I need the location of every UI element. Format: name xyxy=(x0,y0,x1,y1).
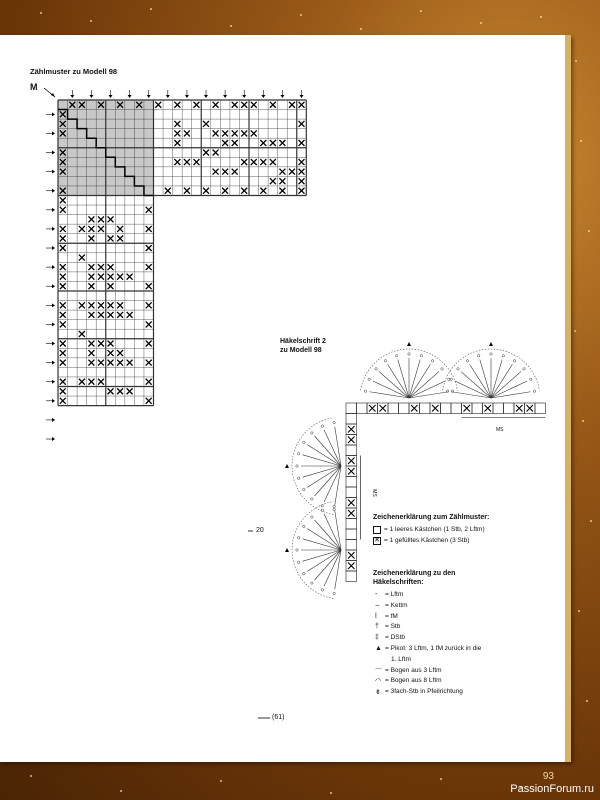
fan-loop xyxy=(457,368,459,370)
fan-loop xyxy=(303,525,305,527)
chart-x-mark xyxy=(79,331,85,337)
fan-loop xyxy=(466,360,468,362)
chart-x-mark xyxy=(98,226,104,232)
crochet-strip-cell xyxy=(346,477,357,488)
chart-x-mark xyxy=(79,379,85,385)
chart-x-mark xyxy=(174,159,180,165)
crochet-strip-cell xyxy=(346,403,357,414)
crochet-x-mark xyxy=(380,405,387,412)
fan-loop xyxy=(296,549,298,551)
fan-loop xyxy=(490,353,492,355)
fan-stitch-line xyxy=(303,466,341,477)
fan-loop xyxy=(384,360,386,362)
chart-x-mark xyxy=(146,360,152,366)
crochet-x-mark xyxy=(348,458,355,465)
crochet-strip-cell xyxy=(357,403,368,414)
chart-x-mark xyxy=(117,360,123,366)
chart-x-mark xyxy=(60,264,66,270)
crochet-x-mark xyxy=(348,437,355,444)
crochet-strip-cell xyxy=(346,540,357,551)
chart-x-mark xyxy=(88,283,94,289)
fan-loop xyxy=(333,505,335,507)
chart-x-mark xyxy=(108,274,114,280)
chart-x-mark xyxy=(232,169,238,175)
chart-x-mark xyxy=(108,341,114,347)
fan-loop xyxy=(321,425,323,427)
chart-x-mark xyxy=(98,341,104,347)
chart-x-mark xyxy=(299,178,305,184)
fan-loop xyxy=(298,561,300,563)
crochet-x-mark xyxy=(348,563,355,570)
chart-x-mark xyxy=(146,379,152,385)
chart-x-mark xyxy=(98,312,104,318)
picot-mark xyxy=(407,342,411,346)
fan-loop xyxy=(321,509,323,511)
corner-arrow-head xyxy=(51,93,55,97)
chart-x-mark xyxy=(174,130,180,136)
chart-x-mark xyxy=(251,159,257,165)
row-arrow-head xyxy=(52,418,55,422)
chart-x-mark xyxy=(60,360,66,366)
column-arrow-head xyxy=(89,95,93,98)
site-name: PassionForum.ru xyxy=(510,783,594,795)
chart-x-mark xyxy=(232,140,238,146)
fan-loop xyxy=(530,378,532,380)
chart-x-mark xyxy=(203,150,209,156)
chart-x-mark xyxy=(299,188,305,194)
chart-x-mark xyxy=(270,159,276,165)
legend-item-text: = DStb xyxy=(385,634,406,642)
chart-x-mark xyxy=(299,169,305,175)
chart-x-mark xyxy=(232,102,238,108)
fan-loop xyxy=(513,360,515,362)
fan-stitch-line xyxy=(303,550,341,561)
chart-x-mark xyxy=(88,302,94,308)
chart-x-mark xyxy=(79,226,85,232)
chart-x-mark xyxy=(88,341,94,347)
chart-x-mark xyxy=(203,188,209,194)
fan-loop xyxy=(333,421,335,423)
fan-stitch-line xyxy=(491,360,502,398)
crochet-strip-cell xyxy=(420,403,431,414)
chart-x-mark xyxy=(146,398,152,404)
chart-x-mark xyxy=(299,159,305,165)
crochet-x-mark xyxy=(411,405,418,412)
chart-x-mark xyxy=(88,360,94,366)
chart-x-mark xyxy=(146,245,152,251)
row-arrow-head xyxy=(52,112,55,116)
chart-x-mark xyxy=(108,312,114,318)
fan-loop xyxy=(303,488,305,490)
crochet-x-mark xyxy=(348,552,355,559)
legend-crochet-title-1: Zeichenerklärung zu den xyxy=(373,570,456,577)
legend-item-text: = fM xyxy=(385,612,398,620)
chart-x-mark xyxy=(117,274,123,280)
chart-x-mark xyxy=(117,236,123,242)
chart-x-mark xyxy=(155,102,161,108)
chart-x-mark xyxy=(184,159,190,165)
fan-loop xyxy=(441,368,443,370)
row-arrow-head xyxy=(52,131,55,135)
crochet-strip-cell xyxy=(441,403,452,414)
chart-x-mark xyxy=(117,312,123,318)
chart-x-mark xyxy=(60,283,66,289)
crochet-x-mark xyxy=(348,426,355,433)
chart-x-mark xyxy=(88,350,94,356)
row-arrow-head xyxy=(52,380,55,384)
chart-x-mark xyxy=(60,398,66,404)
column-arrow-head xyxy=(204,95,208,98)
column-arrow-head xyxy=(109,95,113,98)
row-arrow-head xyxy=(52,361,55,365)
chart-x-mark xyxy=(88,274,94,280)
crochet-strip-cell xyxy=(346,414,357,425)
fan-loop xyxy=(502,355,504,357)
fan-loop xyxy=(375,368,377,370)
chart-x-mark xyxy=(270,102,276,108)
chart-x-mark xyxy=(60,379,66,385)
chart-x-mark xyxy=(98,379,104,385)
legend-symbol: ‡ xyxy=(375,634,379,642)
fan-loop xyxy=(311,516,313,518)
chart-x-mark xyxy=(117,388,123,394)
legend-item-text: = Pikot: 3 Lftm, 1 fM zurück in die xyxy=(385,645,482,652)
fan-loop xyxy=(298,477,300,479)
chart-x-mark xyxy=(289,102,295,108)
chart-x-mark xyxy=(213,102,219,108)
chart-x-mark xyxy=(108,360,114,366)
chart-x-mark xyxy=(165,188,171,194)
chart-x-mark xyxy=(60,274,66,280)
column-arrow-head xyxy=(280,95,284,98)
chart-x-mark xyxy=(117,302,123,308)
chart-x-mark xyxy=(146,341,152,347)
column-arrow-head xyxy=(166,95,170,98)
fan-loop xyxy=(303,441,305,443)
chart-x-mark xyxy=(98,274,104,280)
crochet-strip-cell xyxy=(451,403,462,414)
row-arrow-head xyxy=(52,399,55,403)
picot-mark xyxy=(489,342,493,346)
chart-x-mark xyxy=(108,302,114,308)
fan-loop xyxy=(523,368,525,370)
crochet-title-2: zu Modell 98 xyxy=(280,347,322,354)
chart-x-mark xyxy=(241,102,247,108)
column-arrow-head xyxy=(185,95,189,98)
column-arrow-head xyxy=(223,95,227,98)
fan-loop xyxy=(298,537,300,539)
chart-x-mark xyxy=(98,302,104,308)
legend-symbol: ◠ xyxy=(375,678,382,686)
chart-x-mark xyxy=(279,188,285,194)
filled-box-icon: ✕ xyxy=(374,537,380,544)
chart-x-mark xyxy=(222,169,228,175)
row-arrow-head xyxy=(52,303,55,307)
chart-x-mark xyxy=(108,283,114,289)
chart-x-mark xyxy=(232,130,238,136)
chart-x-mark xyxy=(79,255,85,261)
chart-x-mark xyxy=(60,245,66,251)
fan-stitch-line xyxy=(303,539,341,550)
fan-loop xyxy=(364,390,366,392)
fan-loop xyxy=(431,360,433,362)
crochet-strip-cell xyxy=(493,403,504,414)
chart-x-mark xyxy=(127,312,133,318)
fan-loop xyxy=(321,589,323,591)
column-arrow-head xyxy=(147,95,151,98)
crochet-strip-cell xyxy=(504,403,515,414)
chart-x-mark xyxy=(194,159,200,165)
crochet-strip-cell xyxy=(388,403,399,414)
chart-x-mark xyxy=(60,197,66,203)
crochet-strip-cell xyxy=(472,403,483,414)
chart-x-mark xyxy=(184,130,190,136)
chart-x-mark xyxy=(60,350,66,356)
fan-loop xyxy=(311,582,313,584)
ms-label-vertical: MS xyxy=(370,489,377,497)
chart-x-mark xyxy=(222,130,228,136)
fan-loop xyxy=(408,353,410,355)
crochet-x-mark xyxy=(348,500,355,507)
row-arrow-head xyxy=(52,151,55,155)
chart-x-mark xyxy=(88,264,94,270)
row-arrow-head xyxy=(52,437,55,441)
legend-symbol: - xyxy=(375,591,378,598)
chart-x-mark xyxy=(117,226,123,232)
chart-x-mark xyxy=(299,102,305,108)
chart-x-mark xyxy=(222,140,228,146)
crochet-strip-cell xyxy=(346,519,357,530)
picot-mark xyxy=(285,548,289,552)
legend-symbol: † xyxy=(375,623,379,631)
fan-loop xyxy=(396,355,398,357)
crochet-title-1: Häkelschrift 2 xyxy=(280,338,326,345)
crochet-strip-cell xyxy=(535,403,546,414)
chart-x-mark xyxy=(60,226,66,232)
fan-loop xyxy=(368,378,370,380)
fan-stitch-line xyxy=(398,360,409,398)
legend-symbol: ǀ xyxy=(375,612,377,620)
crochet-x-mark xyxy=(369,405,376,412)
chart-x-mark xyxy=(279,178,285,184)
row-arrow-head xyxy=(52,246,55,250)
fan-loop xyxy=(311,498,313,500)
chart-x-mark xyxy=(117,350,123,356)
crochet-x-mark xyxy=(527,405,534,412)
crochet-x-mark xyxy=(348,468,355,475)
chart-x-mark xyxy=(174,121,180,127)
row-arrow-head xyxy=(52,208,55,212)
chart-x-mark xyxy=(60,341,66,347)
chart-x-mark xyxy=(88,312,94,318)
chart-x-mark xyxy=(241,159,247,165)
legend-filled-box: = 1 gefülltes Kästchen (3 Stb) xyxy=(384,537,470,544)
chart-x-mark xyxy=(270,178,276,184)
chart-x-mark xyxy=(213,150,219,156)
chart-x-mark xyxy=(222,188,228,194)
legend-item-text: = Stb xyxy=(385,623,401,631)
chart-x-mark xyxy=(289,169,295,175)
fan-stitch-line xyxy=(409,360,420,398)
row-arrow-head xyxy=(52,322,55,326)
chart-x-mark xyxy=(88,216,94,222)
crochet-strip-cell xyxy=(346,529,357,540)
chart-x-mark xyxy=(98,264,104,270)
chart-x-mark xyxy=(79,302,85,308)
fan-loop xyxy=(333,508,335,510)
crochet-x-mark xyxy=(516,405,523,412)
chart-x-mark xyxy=(146,321,152,327)
chart-x-mark xyxy=(251,102,257,108)
fan-loop xyxy=(448,378,450,380)
chart-x-mark xyxy=(60,321,66,327)
chart-x-mark xyxy=(60,236,66,242)
chart-x-mark xyxy=(260,188,266,194)
crochet-strip-cell xyxy=(399,403,410,414)
legend-symbol: ⌢ xyxy=(375,601,380,609)
picot-mark xyxy=(285,464,289,468)
chart-x-mark xyxy=(146,302,152,308)
fan-stitch-line xyxy=(480,360,491,398)
chart-x-mark xyxy=(127,274,133,280)
fan-loop xyxy=(303,572,305,574)
chart-x-mark xyxy=(251,130,257,136)
row-arrow-head xyxy=(52,265,55,269)
chart-x-mark xyxy=(299,140,305,146)
legend-chart-title: Zeichenerklärung zum Zählmuster: xyxy=(373,514,490,521)
row-marker-20: 20 xyxy=(256,527,264,534)
ms-label-horizontal: MS xyxy=(496,427,504,433)
chart-x-mark xyxy=(279,169,285,175)
chart-x-mark xyxy=(146,283,152,289)
chart-x-mark xyxy=(260,159,266,165)
fan-loop xyxy=(450,378,452,380)
chart-x-mark xyxy=(241,130,247,136)
chart-x-mark xyxy=(127,360,133,366)
chart-x-mark xyxy=(60,302,66,308)
row-arrow-head xyxy=(52,227,55,231)
chart-x-mark xyxy=(88,236,94,242)
chart-x-mark xyxy=(174,102,180,108)
fan-loop xyxy=(533,390,535,392)
chart-x-mark xyxy=(127,388,133,394)
chart-x-mark xyxy=(60,388,66,394)
legend-symbol: ⌒ xyxy=(375,668,382,676)
chart-x-mark xyxy=(108,216,114,222)
chart-x-mark xyxy=(108,236,114,242)
chart-x-mark xyxy=(194,102,200,108)
fan-loop xyxy=(298,453,300,455)
legend-item-text: = Bogen aus 3 Lftm xyxy=(385,666,442,674)
page-number: 93 xyxy=(542,771,554,782)
fan-loop xyxy=(420,355,422,357)
chart-x-mark xyxy=(203,121,209,127)
chart-x-mark xyxy=(279,140,285,146)
row-arrow-head xyxy=(52,170,55,174)
chart-x-mark xyxy=(88,226,94,232)
column-arrow-head xyxy=(128,95,132,98)
chart-x-mark xyxy=(270,140,276,146)
legend-item-text: 1. Lftm xyxy=(391,655,411,663)
crochet-x-mark xyxy=(348,510,355,517)
chart-x-mark xyxy=(146,207,152,213)
fan-loop xyxy=(311,432,313,434)
column-arrow-head xyxy=(300,95,304,98)
chart-x-mark xyxy=(299,121,305,127)
legend-crochet-title-2: Häkelschriften: xyxy=(373,579,424,586)
column-arrow-head xyxy=(242,95,246,98)
chart-x-mark xyxy=(213,130,219,136)
crochet-strip-cell xyxy=(346,487,357,498)
crochet-x-mark xyxy=(464,405,471,412)
legend-item-text: = Bogen aus 8 Lftm xyxy=(385,677,442,685)
crochet-x-mark xyxy=(432,405,439,412)
row-marker-61: (61) xyxy=(272,714,285,721)
corner-label: M xyxy=(30,82,38,92)
fan-loop xyxy=(333,592,335,594)
chart-x-mark xyxy=(108,388,114,394)
fan-loop xyxy=(296,465,298,467)
legend-symbol: ⇟ xyxy=(375,689,381,697)
chart-x-mark xyxy=(108,264,114,270)
row-arrow-head xyxy=(52,189,55,193)
legend-symbol: ▲ xyxy=(375,645,382,652)
legend-item-text: = Lftm xyxy=(385,591,404,598)
chart-x-mark xyxy=(98,216,104,222)
chart-x-mark xyxy=(174,140,180,146)
chart-x-mark xyxy=(60,207,66,213)
legend-item-text: = Kettm xyxy=(385,601,408,609)
legend-item-text: = 3fach-Stb in Pfeilrichtung xyxy=(385,688,463,696)
fan-loop xyxy=(478,355,480,357)
chart-x-mark xyxy=(146,226,152,232)
crochet-strip-cell xyxy=(346,571,357,582)
chart-title: Zählmuster zu Modell 98 xyxy=(30,67,118,76)
row-arrow-head xyxy=(52,284,55,288)
fan-stitch-line xyxy=(303,455,341,466)
crochet-x-mark xyxy=(485,405,492,412)
chart-x-mark xyxy=(146,264,152,270)
column-arrow-head xyxy=(261,95,265,98)
column-arrow-head xyxy=(70,95,74,98)
legend-empty-box: = 1 leeres Kästchen (1 Stb, 2 Lftm) xyxy=(384,526,485,533)
chart-x-mark xyxy=(60,312,66,318)
chart-x-mark xyxy=(260,140,266,146)
chart-x-mark xyxy=(98,360,104,366)
chart-x-mark xyxy=(241,188,247,194)
crochet-strip-cell xyxy=(346,445,357,456)
row-arrow-head xyxy=(52,342,55,346)
chart-x-mark xyxy=(213,169,219,175)
chart-x-mark xyxy=(184,188,190,194)
chart-x-mark xyxy=(88,379,94,385)
chart-x-mark xyxy=(108,350,114,356)
